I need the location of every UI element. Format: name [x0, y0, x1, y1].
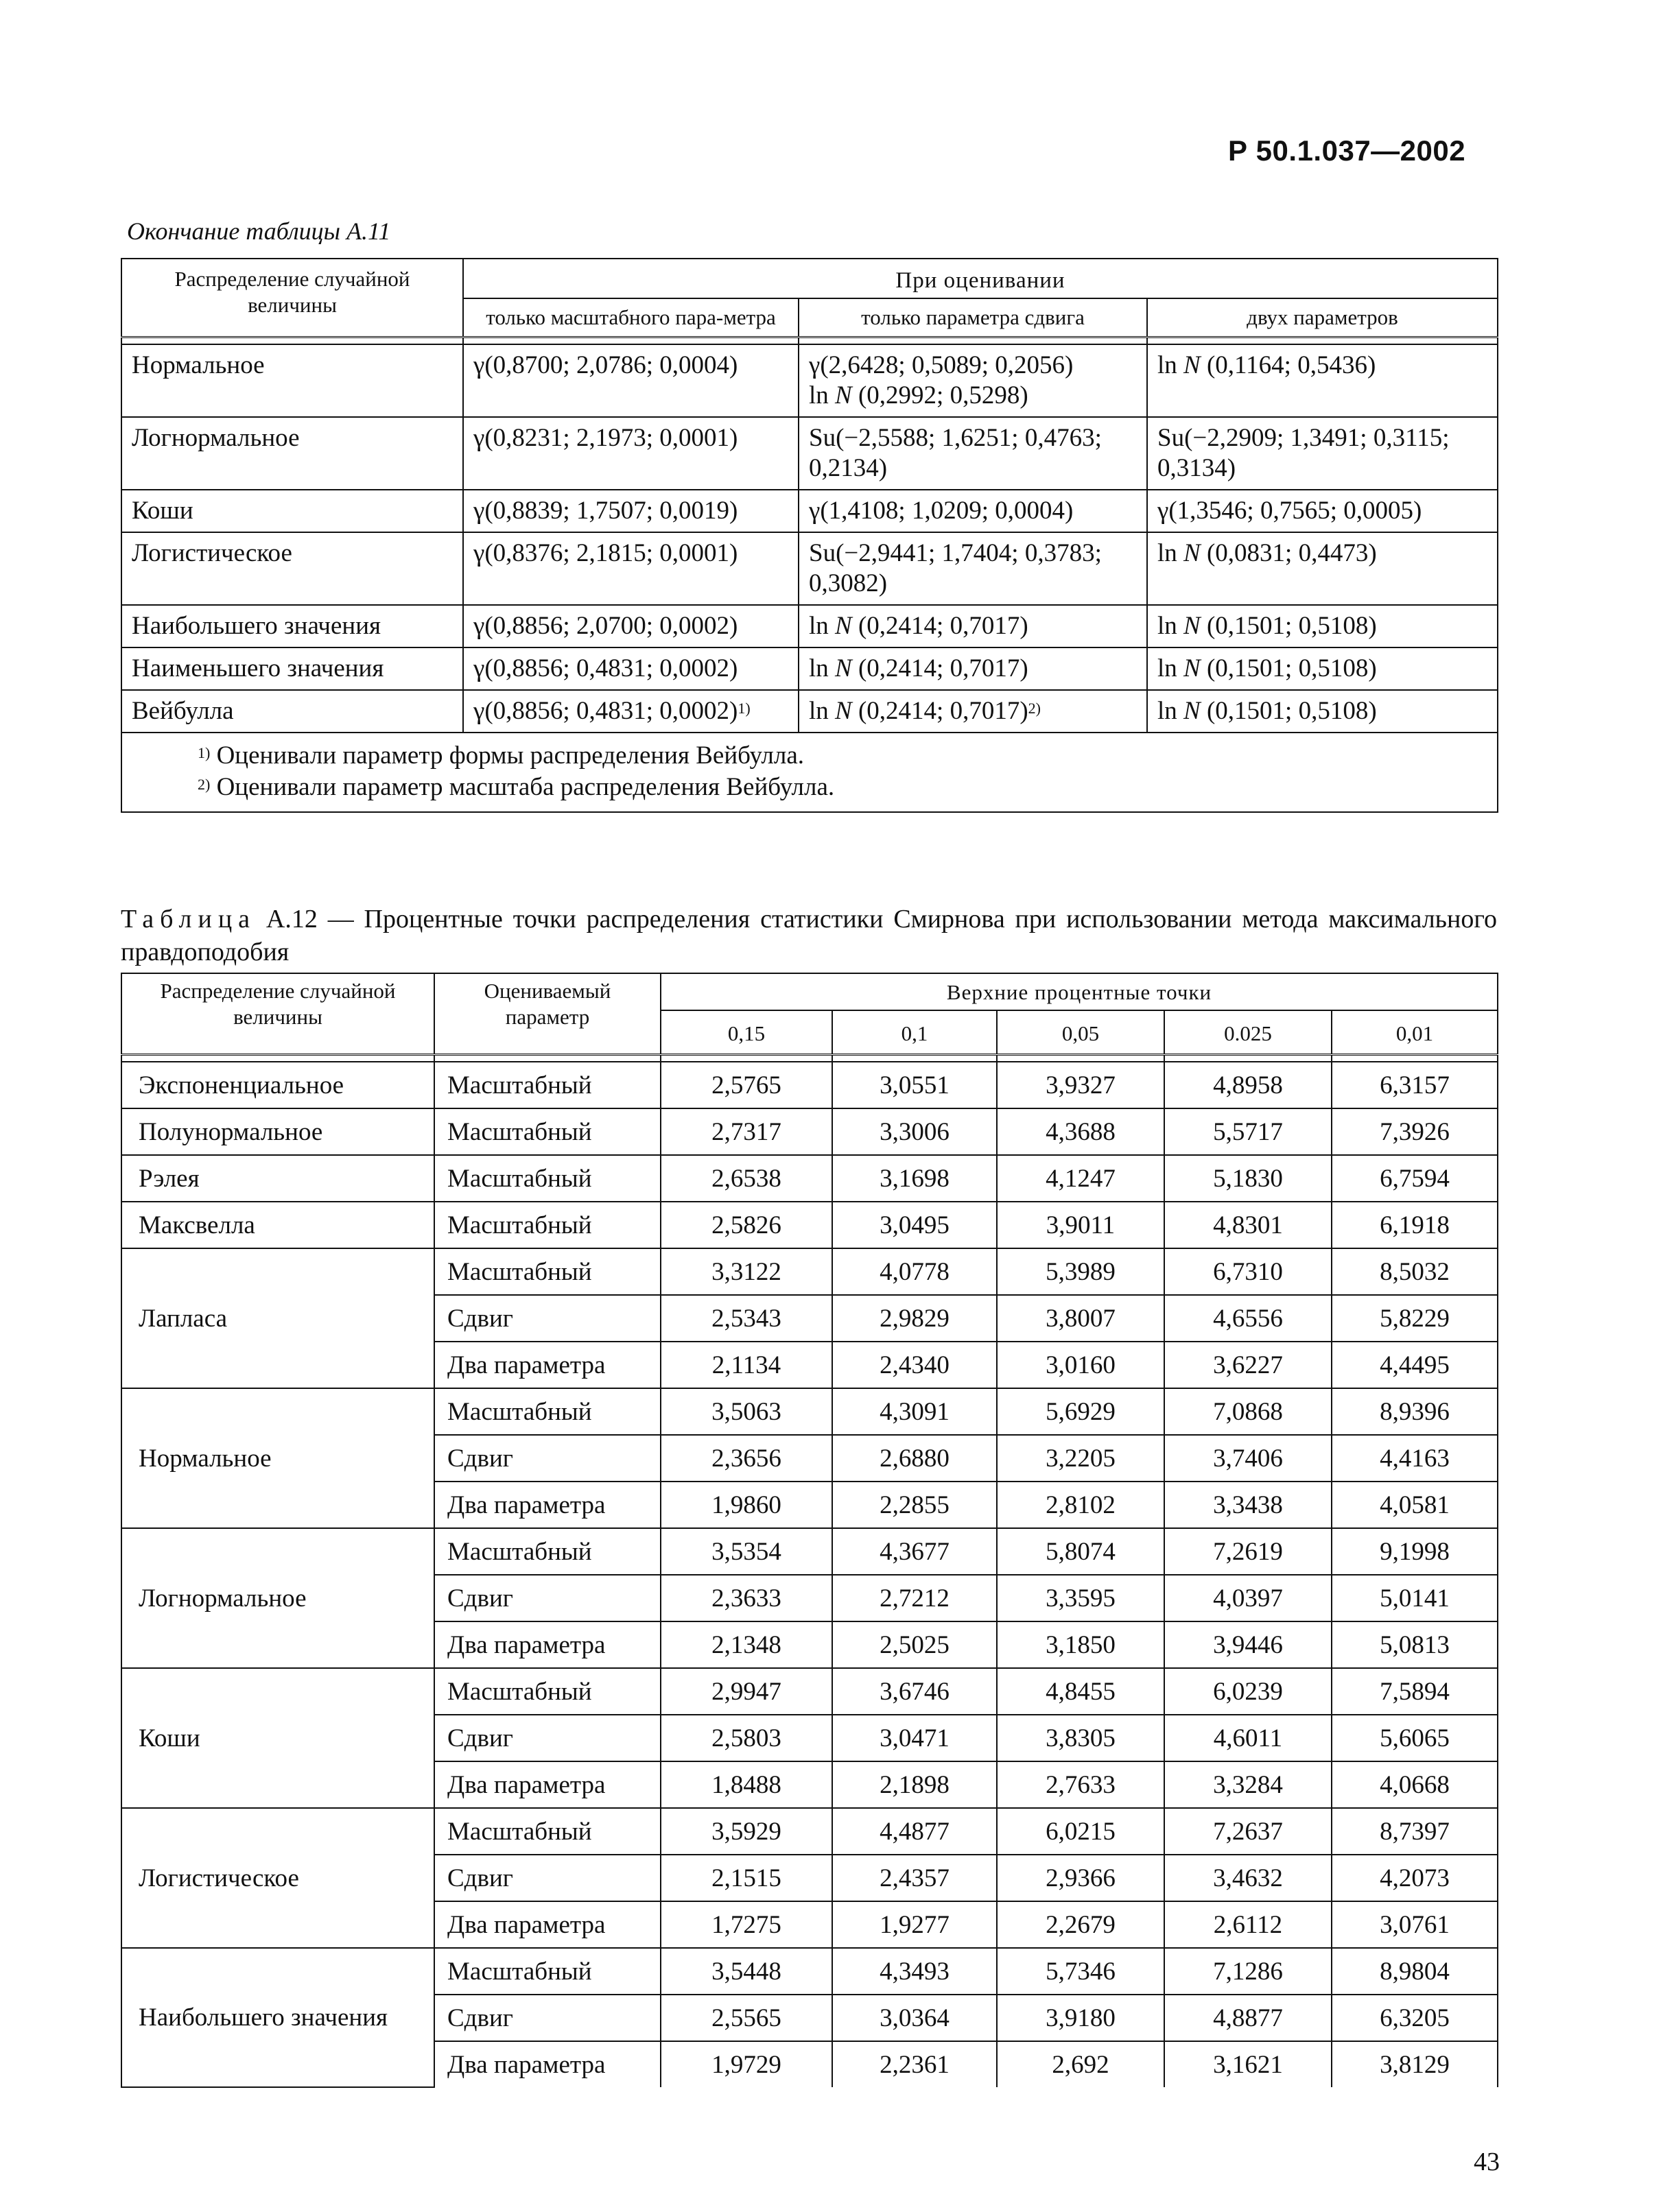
parameter-cell: Сдвиг — [434, 1855, 661, 1901]
value-cell: 3,0471 — [832, 1715, 997, 1761]
distribution-name: Лапласа — [121, 1248, 434, 1388]
parameter-cell: Сдвиг — [434, 1295, 661, 1342]
value-cell: 3,8305 — [997, 1715, 1164, 1761]
two-params-cell: ln N (0,1164; 0,5436) — [1147, 344, 1498, 417]
value-cell: 4,3493 — [832, 1948, 997, 1995]
table-row — [121, 344, 1498, 417]
table-row — [121, 1202, 1498, 1248]
table-a11 — [121, 258, 1498, 813]
value-cell: 7,2637 — [1164, 1808, 1332, 1855]
value-cell: 8,9396 — [1332, 1388, 1498, 1435]
value-cell: 3,5448 — [661, 1948, 832, 1995]
value-cell: 6,0239 — [1164, 1668, 1332, 1715]
parameter-cell: Масштабный — [434, 1388, 661, 1435]
value-cell: 3,0364 — [832, 1995, 997, 2041]
table-row — [121, 1948, 1498, 1995]
parameter-cell: Масштабный — [434, 1108, 661, 1155]
value-cell: 6,0215 — [997, 1808, 1164, 1855]
scale-only-cell: γ(0,8856; 2,0700; 0,0002) — [463, 605, 799, 647]
value-cell: 3,1621 — [1164, 2041, 1332, 2087]
table-a11-caption: Окончание таблицы А.11 — [127, 217, 391, 245]
value-cell: 2,1898 — [832, 1761, 997, 1808]
value-cell: 3,0761 — [1332, 1901, 1498, 1948]
value-cell: 8,9804 — [1332, 1948, 1498, 1995]
table-row — [121, 417, 1498, 490]
value-cell: 3,6227 — [1164, 1342, 1332, 1388]
scale-only-cell: γ(0,8856; 0,4831; 0,0002)$^{1)}$ — [463, 690, 799, 733]
value-cell: 2,7633 — [997, 1761, 1164, 1808]
shift-only-cell: Su(−2,9441; 1,7404; 0,3783; 0,3082) — [799, 532, 1147, 605]
document-code: Р 50.1.037—2002 — [1228, 134, 1466, 167]
table-a12 — [121, 973, 1498, 2088]
value-cell: 5,7346 — [997, 1948, 1164, 1995]
parameter-cell: Масштабный — [434, 1808, 661, 1855]
level-header: 0,01 — [1332, 1010, 1498, 1055]
table-row — [121, 1155, 1498, 1202]
table-row — [121, 647, 1498, 690]
distribution-name: Наибольшего значения — [121, 1948, 434, 2087]
value-cell: 3,5063 — [661, 1388, 832, 1435]
value-cell: 2,7317 — [661, 1108, 832, 1155]
level-header: 0,05 — [997, 1010, 1164, 1055]
table-row — [121, 1388, 1498, 1435]
two-params-cell: ln N (0,1501; 0,5108) — [1147, 647, 1498, 690]
parameter-cell: Сдвиг — [434, 1435, 661, 1482]
parameter-cell: Сдвиг — [434, 1995, 661, 2041]
value-cell: 2,2679 — [997, 1901, 1164, 1948]
value-cell: 4,3677 — [832, 1528, 997, 1575]
value-cell: 6,3157 — [1332, 1062, 1498, 1108]
parameter-cell: Масштабный — [434, 1528, 661, 1575]
table-row — [121, 605, 1498, 647]
value-cell: 4,3091 — [832, 1388, 997, 1435]
scale-only-cell: γ(0,8700; 2,0786; 0,0004) — [463, 344, 799, 417]
value-cell: 5,6929 — [997, 1388, 1164, 1435]
distribution-name: Наименьшего значения — [121, 647, 463, 690]
value-cell: 4,3688 — [997, 1108, 1164, 1155]
value-cell: 3,3122 — [661, 1248, 832, 1295]
value-cell: 3,3006 — [832, 1108, 997, 1155]
scale-only-cell: γ(0,8231; 2,1973; 0,0001) — [463, 417, 799, 490]
value-cell: 7,0868 — [1164, 1388, 1332, 1435]
value-cell: 3,5929 — [661, 1808, 832, 1855]
value-cell: 2,8102 — [997, 1482, 1164, 1528]
shift-only-cell: Su(−2,5588; 1,6251; 0,4763; 0,2134) — [799, 417, 1147, 490]
table-row — [121, 1528, 1498, 1575]
value-cell: 7,1286 — [1164, 1948, 1332, 1995]
value-cell: 4,8455 — [997, 1668, 1164, 1715]
value-cell: 2,1134 — [661, 1342, 832, 1388]
value-cell: 5,6065 — [1332, 1715, 1498, 1761]
scale-only-cell: γ(0,8856; 0,4831; 0,0002) — [463, 647, 799, 690]
value-cell: 1,9277 — [832, 1901, 997, 1948]
shift-only-cell: ln N (0,2414; 0,7017) — [799, 647, 1147, 690]
value-cell: 4,4495 — [1332, 1342, 1498, 1388]
value-cell: 2,2361 — [832, 2041, 997, 2087]
level-header: 0,15 — [661, 1010, 832, 1055]
value-cell: 3,5354 — [661, 1528, 832, 1575]
value-cell: 3,4632 — [1164, 1855, 1332, 1901]
two-params-cell: ln N (0,0831; 0,4473) — [1147, 532, 1498, 605]
shift-only-cell: γ(2,6428; 0,5089; 0,2056) ln N (0,2992; 0,5298) — [799, 344, 1147, 417]
table-row — [121, 490, 1498, 532]
value-cell: 5,8074 — [997, 1528, 1164, 1575]
footnote-2: $^{2)}$ Оценивали параметр масштаба распределения Вейбулла. — [198, 773, 835, 801]
parameter-cell: Сдвиг — [434, 1575, 661, 1621]
table-row — [121, 1062, 1498, 1108]
distribution-name: Коши — [121, 490, 463, 532]
distribution-name: Логистическое — [121, 532, 463, 605]
two-params-cell: Su(−2,2909; 1,3491; 0,3115; 0,3134) — [1147, 417, 1498, 490]
value-cell: 1,7275 — [661, 1901, 832, 1948]
value-cell: 4,1247 — [997, 1155, 1164, 1202]
parameter-cell: Два параметра — [434, 1761, 661, 1808]
distribution-name: Рэлея — [121, 1155, 434, 1202]
header-two-params: двух параметров — [1147, 298, 1498, 337]
value-cell: 4,4877 — [832, 1808, 997, 1855]
value-cell: 3,8129 — [1332, 2041, 1498, 2087]
value-cell: 3,0160 — [997, 1342, 1164, 1388]
parameter-cell: Два параметра — [434, 1901, 661, 1948]
value-cell: 2,5565 — [661, 1995, 832, 2041]
value-cell: 3,6746 — [832, 1668, 997, 1715]
table-row — [121, 1108, 1498, 1155]
value-cell: 5,5717 — [1164, 1108, 1332, 1155]
value-cell: 3,3595 — [997, 1575, 1164, 1621]
header-shift-only: только параметра сдвига — [799, 298, 1147, 337]
value-cell: 4,2073 — [1332, 1855, 1498, 1901]
value-cell: 4,0778 — [832, 1248, 997, 1295]
value-cell: 4,8301 — [1164, 1202, 1332, 1248]
value-cell: 2,5826 — [661, 1202, 832, 1248]
value-cell: 2,7212 — [832, 1575, 997, 1621]
header-upper-points: Верхние процентные точки — [661, 973, 1498, 1010]
table-row — [121, 690, 1498, 733]
parameter-cell: Два параметра — [434, 1621, 661, 1668]
value-cell: 4,6556 — [1164, 1295, 1332, 1342]
value-cell: 3,2205 — [997, 1435, 1164, 1482]
two-params-cell: γ(1,3546; 0,7565; 0,0005) — [1147, 490, 1498, 532]
scale-only-cell: γ(0,8839; 1,7507; 0,0019) — [463, 490, 799, 532]
parameter-cell: Масштабный — [434, 1202, 661, 1248]
value-cell: 2,3656 — [661, 1435, 832, 1482]
value-cell: 1,9860 — [661, 1482, 832, 1528]
distribution-name: Нормальное — [121, 344, 463, 417]
distribution-name: Наибольшего значения — [121, 605, 463, 647]
header-scale-only: только масштабного пара-метра — [463, 298, 799, 337]
value-cell: 9,1998 — [1332, 1528, 1498, 1575]
value-cell: 4,8877 — [1164, 1995, 1332, 2041]
value-cell: 3,1850 — [997, 1621, 1164, 1668]
distribution-name: Нормальное — [121, 1388, 434, 1528]
value-cell: 2,5025 — [832, 1621, 997, 1668]
value-cell: 4,6011 — [1164, 1715, 1332, 1761]
value-cell: 1,9729 — [661, 2041, 832, 2087]
value-cell: 3,9446 — [1164, 1621, 1332, 1668]
parameter-cell: Масштабный — [434, 1248, 661, 1295]
value-cell: 5,3989 — [997, 1248, 1164, 1295]
parameter-cell: Масштабный — [434, 1155, 661, 1202]
value-cell: 6,7594 — [1332, 1155, 1498, 1202]
table-row — [121, 1808, 1498, 1855]
value-cell: 2,5343 — [661, 1295, 832, 1342]
value-cell: 2,5765 — [661, 1062, 832, 1108]
value-cell: 3,1698 — [832, 1155, 997, 1202]
value-cell: 2,5803 — [661, 1715, 832, 1761]
value-cell: 8,5032 — [1332, 1248, 1498, 1295]
value-cell: 2,9366 — [997, 1855, 1164, 1901]
parameter-cell: Масштабный — [434, 1948, 661, 1995]
value-cell: 7,3926 — [1332, 1108, 1498, 1155]
footnote-1: $^{1)}$ Оценивали параметр формы распределения Вейбулла. — [198, 741, 805, 770]
header-distribution: Распределение случайной величины — [121, 973, 434, 1055]
value-cell: 2,4340 — [832, 1342, 997, 1388]
value-cell: 4,4163 — [1332, 1435, 1498, 1482]
value-cell: 3,0551 — [832, 1062, 997, 1108]
level-header: 0.025 — [1164, 1010, 1332, 1055]
distribution-name: Коши — [121, 1668, 434, 1808]
value-cell: 3,7406 — [1164, 1435, 1332, 1482]
value-cell: 3,9011 — [997, 1202, 1164, 1248]
value-cell: 2,1515 — [661, 1855, 832, 1901]
value-cell: 2,6112 — [1164, 1901, 1332, 1948]
distribution-name: Полунормальное — [121, 1108, 434, 1155]
value-cell: 3,3284 — [1164, 1761, 1332, 1808]
table-row — [121, 1248, 1498, 1295]
parameter-cell: Масштабный — [434, 1668, 661, 1715]
value-cell: 4,0397 — [1164, 1575, 1332, 1621]
parameter-cell: Два параметра — [434, 2041, 661, 2087]
table-row — [121, 532, 1498, 605]
value-cell: 2,9947 — [661, 1668, 832, 1715]
value-cell: 5,1830 — [1164, 1155, 1332, 1202]
value-cell: 5,0141 — [1332, 1575, 1498, 1621]
value-cell: 5,0813 — [1332, 1621, 1498, 1668]
distribution-name: Вейбулла — [121, 690, 463, 733]
value-cell: 6,7310 — [1164, 1248, 1332, 1295]
parameter-cell: Масштабный — [434, 1062, 661, 1108]
value-cell: 3,8007 — [997, 1295, 1164, 1342]
table-a12-title: Таблица А.12 — Процентные точки распределения статистики Смирнова при использовании метода максимального правдоподобия — [121, 905, 1497, 966]
two-params-cell: ln N (0,1501; 0,5108) — [1147, 690, 1498, 733]
value-cell: 4,8958 — [1164, 1062, 1332, 1108]
value-cell: 2,692 — [997, 2041, 1164, 2087]
value-cell: 2,2855 — [832, 1482, 997, 1528]
value-cell: 3,9327 — [997, 1062, 1164, 1108]
value-cell: 7,2619 — [1164, 1528, 1332, 1575]
value-cell: 2,3633 — [661, 1575, 832, 1621]
distribution-name: Логнормальное — [121, 417, 463, 490]
distribution-name: Экспоненциальное — [121, 1062, 434, 1108]
parameter-cell: Сдвиг — [434, 1715, 661, 1761]
value-cell: 4,0581 — [1332, 1482, 1498, 1528]
parameter-cell: Два параметра — [434, 1482, 661, 1528]
value-cell: 6,1918 — [1332, 1202, 1498, 1248]
value-cell: 4,0668 — [1332, 1761, 1498, 1808]
distribution-name: Логнормальное — [121, 1528, 434, 1668]
value-cell: 3,3438 — [1164, 1482, 1332, 1528]
value-cell: 7,5894 — [1332, 1668, 1498, 1715]
value-cell: 3,0495 — [832, 1202, 997, 1248]
header-parameter: Оцениваемый параметр — [434, 973, 661, 1055]
table-row — [121, 1668, 1498, 1715]
value-cell: 8,7397 — [1332, 1808, 1498, 1855]
level-header: 0,1 — [832, 1010, 997, 1055]
value-cell: 2,6880 — [832, 1435, 997, 1482]
distribution-name: Логистическое — [121, 1808, 434, 1948]
value-cell: 5,8229 — [1332, 1295, 1498, 1342]
parameter-cell: Два параметра — [434, 1342, 661, 1388]
header-estimation: При оценивании — [463, 259, 1498, 298]
shift-only-cell: γ(1,4108; 1,0209; 0,0004) — [799, 490, 1147, 532]
table-a11-notes — [121, 733, 1498, 812]
two-params-cell: ln N (0,1501; 0,5108) — [1147, 605, 1498, 647]
value-cell: 2,4357 — [832, 1855, 997, 1901]
value-cell: 2,6538 — [661, 1155, 832, 1202]
value-cell: 2,9829 — [832, 1295, 997, 1342]
value-cell: 1,8488 — [661, 1761, 832, 1808]
shift-only-cell: ln N (0,2414; 0,7017) — [799, 605, 1147, 647]
distribution-name: Максвелла — [121, 1202, 434, 1248]
page-number: 43 — [1474, 2148, 1500, 2176]
value-cell: 6,3205 — [1332, 1995, 1498, 2041]
header-distribution: Распределение случайной величины — [121, 259, 463, 337]
shift-only-cell: ln N (0,2414; 0,7017)$^{2)}$ — [799, 690, 1147, 733]
value-cell: 3,9180 — [997, 1995, 1164, 2041]
scale-only-cell: γ(0,8376; 2,1815; 0,0001) — [463, 532, 799, 605]
value-cell: 2,1348 — [661, 1621, 832, 1668]
